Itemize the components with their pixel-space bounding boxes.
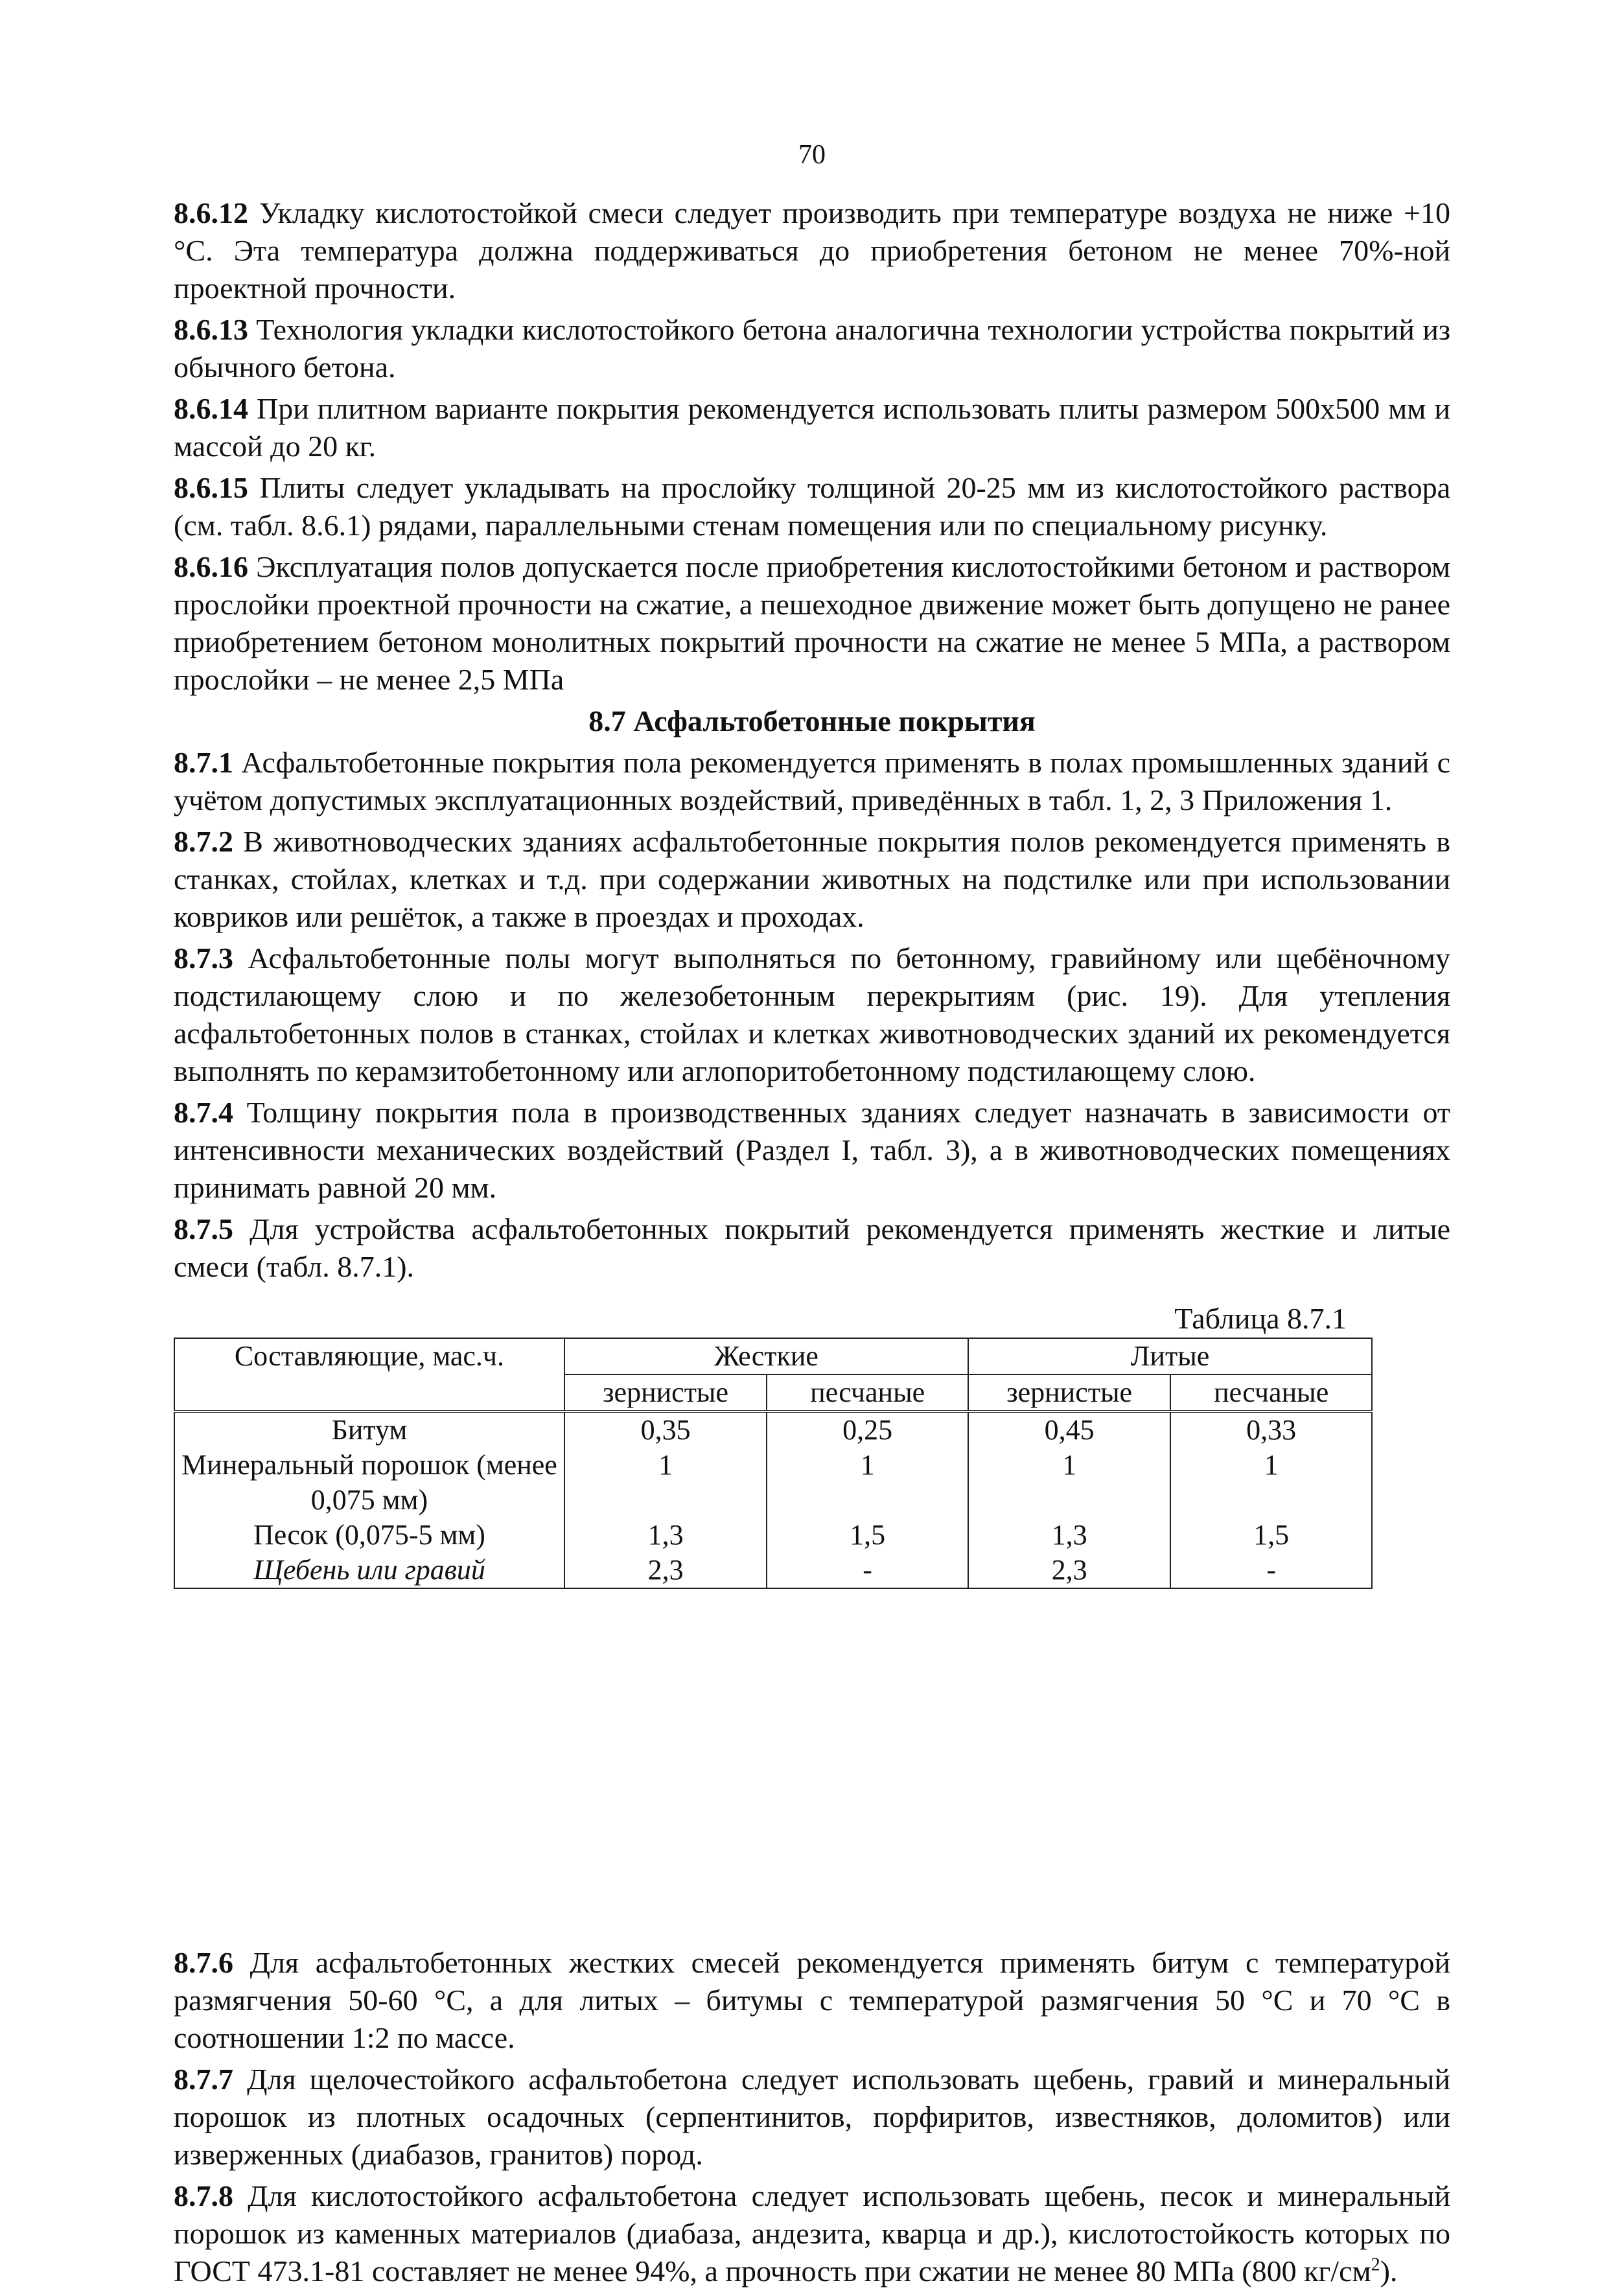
page-number: 70 xyxy=(798,140,826,170)
main-text-bottom xyxy=(174,1944,1450,2294)
table-row xyxy=(174,1448,1372,1518)
table-header-label: Составляющие, мас.ч. xyxy=(174,1338,564,1411)
table-cell: 2,3 xyxy=(564,1553,767,1588)
table-cell: 1,3 xyxy=(968,1518,1170,1553)
main-text-top xyxy=(174,194,1450,1589)
table-cell: 1,3 xyxy=(564,1518,767,1553)
table-group-header: Жесткие xyxy=(564,1338,968,1374)
table-row-label: Щебень или гравий xyxy=(174,1553,564,1588)
paragraph-8-7-7: 8.7.7 Для щелочестойкого асфальтобетона следует использовать щебень, гравий и минеральный порошок из плотных осадочных (серпентинитов, порфиритов, известняков, доломитов) или изверженных (диабазов, гранитов) пород. xyxy=(174,2063,1450,2171)
table-cell: - xyxy=(1170,1553,1372,1588)
paragraph-8-7-4: 8.7.4 Толщину покрытия пола в производственных зданиях следует назначать в зависимости от интенсивности механических воздействий (Раздел I, табл. 3), а в животноводческих помещениях принимать равной 20 мм. xyxy=(174,1096,1450,1204)
paragraph-8-6-15: 8.6.15 Плиты следует укладывать на прослойку толщиной 20-25 мм из кислотостойкого раствора (см. табл. 8.6.1) рядами, параллельными стенам помещения или по специальному рисунку. xyxy=(174,471,1450,542)
table-row xyxy=(174,1411,1372,1448)
table-cell: 2,3 xyxy=(968,1553,1170,1588)
table-row xyxy=(174,1518,1372,1553)
section-heading-8-7: 8.7 Асфальтобетонные покрытия xyxy=(588,704,1036,737)
table-subheader: песчаные xyxy=(767,1374,968,1411)
paragraph-8-7-5: 8.7.5 Для устройства асфальтобетонных покрытий рекомендуется применять жесткие и литые смеси (табл. 8.7.1). xyxy=(174,1212,1450,1283)
table-subheader: зернистые xyxy=(968,1374,1170,1411)
paragraph-8-6-14: 8.6.14 При плитном варианте покрытия рекомендуется использовать плиты размером 500х500 мм и массой до 20 кг. xyxy=(174,392,1450,463)
table-subheader: зернистые xyxy=(564,1374,767,1411)
table-caption: Таблица 8.7.1 xyxy=(1174,1302,1347,1335)
table-row xyxy=(174,1553,1372,1588)
paragraph-8-7-3: 8.7.3 Асфальтобетонные полы могут выполняться по бетонному, гравийному или щебёночному подстилающему слою и по железобетонным перекрытиям (рис. 19). Для утепления асфальтобетонных полов в станках, стойлах и клетках животноводческих зданий их рекомендуется выполнять по керамзитобетонному или аглопоритобетонному подстилающему слою. xyxy=(174,942,1450,1087)
table-cell: 1 xyxy=(968,1448,1170,1518)
table-cell: 1 xyxy=(564,1448,767,1518)
table-cell: 1 xyxy=(1170,1448,1372,1518)
table-cell: 0,25 xyxy=(767,1411,968,1448)
table-cell: 1,5 xyxy=(767,1518,968,1553)
paragraph-8-7-1: 8.7.1 Асфальтобетонные покрытия пола рекомендуется применять в полах промышленных зданий с учётом допустимых эксплуатационных воздействий, приведённых в табл. 1, 2, 3 Приложения 1. xyxy=(174,746,1450,817)
paragraph-8-7-2: 8.7.2 В животноводческих зданиях асфальтобетонные покрытия полов рекомендуется применять в станках, стойлах, клетках и т.д. при содержании животных на подстилке или при использовании ковриков или решёток, а также в проездах и проходах. xyxy=(174,825,1450,933)
table-cell: 1 xyxy=(767,1448,968,1518)
paragraph-8-7-8: 8.7.8 Для кислотостойкого асфальтобетона следует использовать щебень, песок и минеральный порошок из каменных материалов (диабаза, андезита, кварца и др.), кислотостойкость которых по ГОСТ 473.1-81 составляет не менее 94%, а прочность при сжатии не менее 80 МПа (800 $кг/см^2$). xyxy=(174,2179,1450,2288)
table-cell: 0,33 xyxy=(1170,1411,1372,1448)
paragraph-8-6-13: 8.6.13 Технология укладки кислотостойкого бетона аналогична технологии устройства покрытий из обычного бетона. xyxy=(174,313,1450,384)
table-cell: 1,5 xyxy=(1170,1518,1372,1553)
paragraph-8-6-12: 8.6.12 Укладку кислотостойкой смеси следует производить при температуре воздуха не ниже +10 °С. Эта температура должна поддерживаться до приобретения бетоном не менее 70%-ной проектной прочности. xyxy=(174,196,1450,305)
table-row-label: Песок (0,075-5 мм) xyxy=(174,1518,564,1553)
table-cell: - xyxy=(767,1553,968,1588)
table-cell: 0,35 xyxy=(564,1411,767,1448)
table-subheader: песчаные xyxy=(1170,1374,1372,1411)
paragraph-8-6-16: 8.6.16 Эксплуатация полов допускается после приобретения кислотостойкими бетоном и раствором прослойки проектной прочности на сжатие, а пешеходное движение может быть допущено не ранее приобретением бетоном монолитных покрытий прочности на сжатие не менее 5 МПа, а раствором прослойки – не менее 2,5 МПа xyxy=(174,550,1450,696)
table-row-label: Минеральный порошок (менее 0,075 мм) xyxy=(174,1448,564,1518)
table-group-header: Литые xyxy=(968,1338,1372,1374)
table-row-label: Битум xyxy=(174,1411,564,1448)
table-8-7-1 xyxy=(174,1338,1373,1589)
table-cell: 0,45 xyxy=(968,1411,1170,1448)
paragraph-8-7-6: 8.7.6 Для асфальтобетонных жестких смесей рекомендуется применять битум с температурой размягчения 50-60 °С, а для литых – битумы с температурой размягчения 50 °С и 70 °С в соотношении 1:2 по массе. xyxy=(174,1946,1450,2054)
